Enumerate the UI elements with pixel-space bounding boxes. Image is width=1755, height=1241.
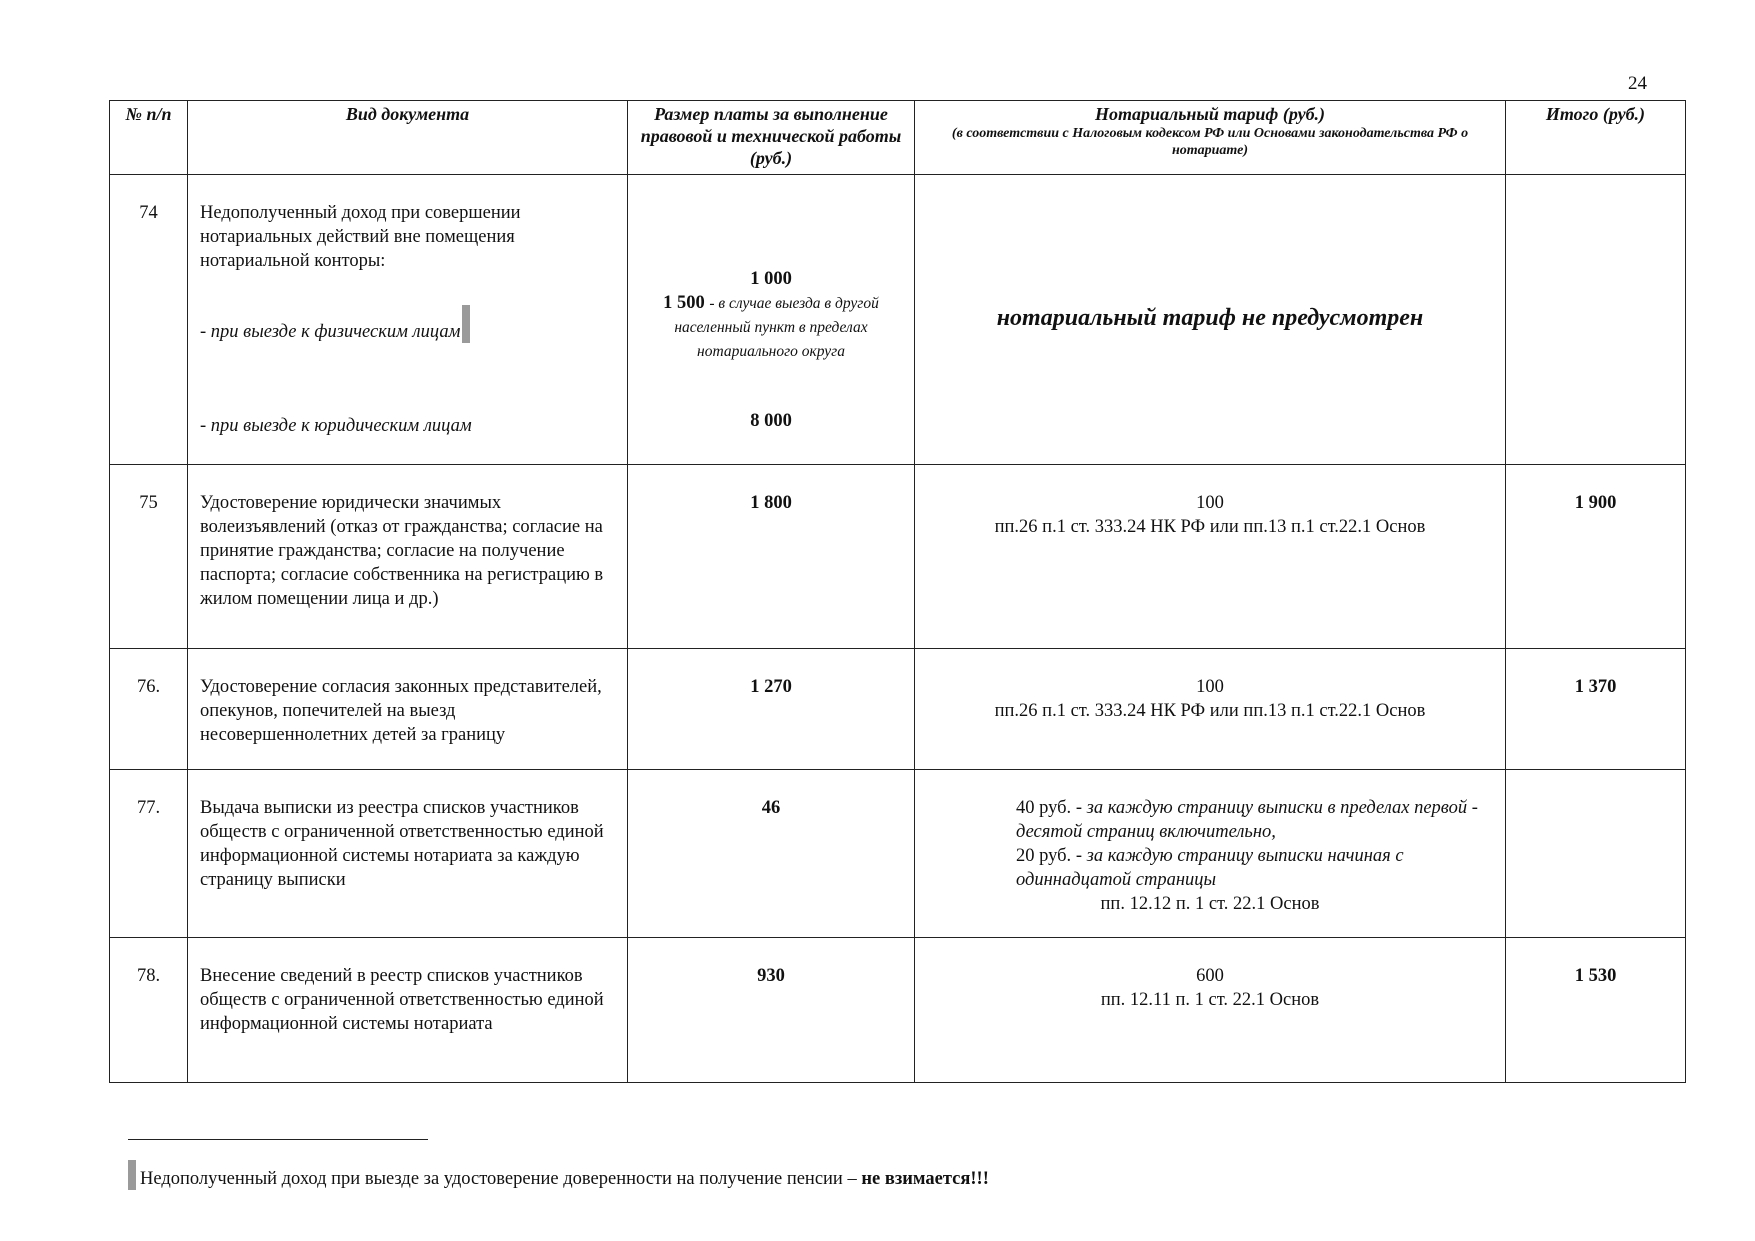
tariff-reference: пп. 12.12 п. 1 ст. 22.1 Основ — [1100, 894, 1320, 914]
page-number: 24 — [1628, 73, 1647, 94]
table-row — [110, 465, 1686, 649]
row-fee: 1 800 — [628, 465, 915, 649]
tariff-reference: пп.26 п.1 ст. 333.24 НК РФ или пп.13 п.1 ст.22.1 Основ — [994, 701, 1426, 721]
row-desc: Выдача выписки из реестра списков участников обществ с ограниченной ответственностью единой информационной системы нотариата за каждую страницу выписки — [188, 770, 628, 938]
table-row — [110, 175, 1686, 465]
fee-individuals: 1 000 — [750, 269, 792, 289]
footnote-marker-icon — [462, 305, 470, 343]
row-tariff — [915, 175, 1506, 465]
fee-other-locality — [629, 291, 913, 363]
row-num: 75 — [110, 465, 188, 649]
row-fee: 1 270 — [628, 649, 915, 770]
row-tariff — [915, 465, 1506, 649]
row-num: 76. — [110, 649, 188, 770]
row-total: 1 370 — [1506, 649, 1686, 770]
row-desc-sub-individuals — [200, 305, 613, 344]
tariff-value: 100 — [1196, 493, 1224, 513]
header-doc: Вид документа — [188, 101, 628, 175]
row-total: 1 900 — [1506, 465, 1686, 649]
tariff-value: 100 — [1196, 677, 1224, 697]
header-tariff — [915, 101, 1506, 175]
footnote-emphasis: не взимается!!! — [861, 1169, 989, 1189]
fee-other-locality-note: - в случае выезда в другой населенный пункт в пределах нотариального округа — [674, 295, 879, 360]
row-desc — [188, 175, 628, 465]
header-fee: Размер платы за выполнение правовой и технической работы (руб.) — [628, 101, 915, 175]
tariff-tier-first-amount: 40 руб. — [1016, 798, 1072, 818]
row-total — [1506, 175, 1686, 465]
table-row — [110, 649, 1686, 770]
header-num: № п/п — [110, 101, 188, 175]
row-total: 1 530 — [1506, 938, 1686, 1083]
table-row — [110, 770, 1686, 938]
header-row — [110, 101, 1686, 175]
row-tariff — [915, 938, 1506, 1083]
tariff-tier-second-text: - за каждую страницу выписки начиная с одиннадцатой страницы — [1016, 846, 1404, 890]
fee-legal: 8 000 — [750, 411, 792, 431]
row-total — [1506, 770, 1686, 938]
fee-table — [109, 100, 1686, 1083]
tariff-tier-second-amount: 20 руб. — [1016, 846, 1072, 866]
tariff-value: 600 — [1196, 966, 1224, 986]
row-tariff — [915, 770, 1506, 938]
tariff-tier-first — [916, 796, 1504, 844]
header-total: Итого (руб.) — [1506, 101, 1686, 175]
footnote-marker-icon — [128, 1160, 136, 1190]
tariff-reference: пп.26 п.1 ст. 333.24 НК РФ или пп.13 п.1 ст.22.1 Основ — [994, 517, 1426, 537]
row-num: 78. — [110, 938, 188, 1083]
row-desc: Внесение сведений в реестр списков участников обществ с ограниченной ответственностью единой информационной системы нотариата — [188, 938, 628, 1083]
header-tariff-note: (в соответствии с Налоговым кодексом РФ или Основами законодательства РФ о нотариате) — [951, 126, 1469, 158]
row-desc-sub-individuals-text: - при выезде к физическим лицам — [200, 322, 461, 342]
table-row — [110, 938, 1686, 1083]
row-num: 74 — [110, 175, 188, 465]
tariff-not-provided: нотариальный тариф не предусмотрен — [996, 305, 1424, 331]
tariff-tier-second — [916, 844, 1504, 892]
row-num: 77. — [110, 770, 188, 938]
row-desc-sub-legal: - при выезде к юридическим лицам — [200, 416, 472, 436]
tariff-tier-first-text: - за каждую страницу выписки в пределах первой - десятой страниц включительно, — [1016, 798, 1478, 842]
footnote — [128, 1160, 989, 1190]
row-desc: Удостоверение юридически значимых волеизъявлений (отказ от гражданства; согласие на принятие гражданства; согласие на получение паспорта; согласие собственника на регистрацию в жилом помещении лица и др.) — [188, 465, 628, 649]
row-desc-main: Недополученный доход при совершении нотариальных действий вне помещения нотариальной конторы: — [200, 203, 521, 271]
row-tariff — [915, 649, 1506, 770]
fee-other-locality-amount: 1 500 — [663, 293, 705, 313]
footnote-text: Недополученный доход при выезде за удостоверение доверенности на получение пенсии – — [140, 1169, 857, 1189]
tariff-reference: пп. 12.11 п. 1 ст. 22.1 Основ — [1100, 990, 1320, 1010]
row-fee: 46 — [628, 770, 915, 938]
row-desc: Удостоверение согласия законных представителей, опекунов, попечителей на выезд несовершеннолетних детей за границу — [188, 649, 628, 770]
header-tariff-title: Нотариальный тариф (руб.) — [1094, 104, 1326, 124]
footnote-divider — [128, 1139, 428, 1140]
row-fee: 930 — [628, 938, 915, 1083]
row-fee — [628, 175, 915, 465]
